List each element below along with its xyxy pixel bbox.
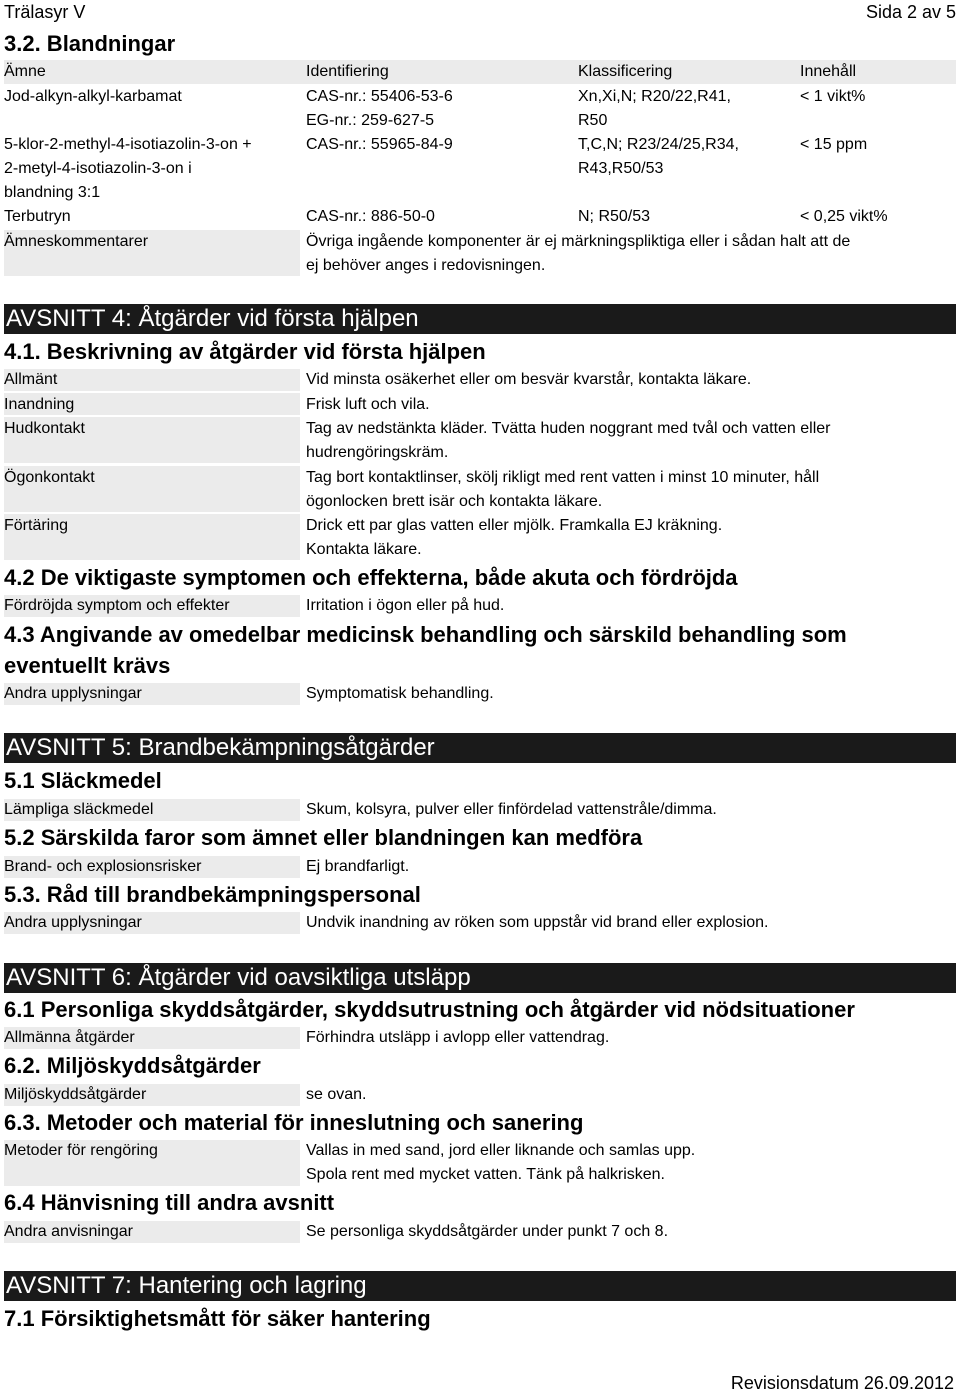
- table-cell-classification: N; R50/53: [578, 208, 651, 225]
- subsection-title-4-3: eventuellt krävs: [4, 653, 171, 678]
- first-aid-ingestion-value: Drick ett par glas vatten eller mjölk. Framkalla EJ kräkning.: [306, 517, 723, 534]
- delayed-symptoms-label: Fördröjda symptom och effekter: [4, 597, 230, 614]
- col-header-identification: Identifiering: [306, 63, 389, 80]
- first-aid-general-label: Allmänt: [4, 371, 58, 388]
- subsection-title-6-4: 6.4 Hänvisning till andra avsnitt: [4, 1190, 335, 1215]
- first-aid-eye-value: ögonlocken brett isär och kontakta läkare.: [306, 493, 603, 510]
- table-cell-substance: Jod-alkyn-alkyl-karbamat: [4, 88, 182, 105]
- substance-comments-value: ej behöver anges i redovisningen.: [306, 257, 546, 274]
- other-references-label: Andra anvisningar: [4, 1223, 133, 1240]
- environmental-precautions-label: Miljöskyddsåtgärder: [4, 1086, 147, 1103]
- table-cell-substance: 5-klor-2-methyl-4-isotiazolin-3-on +: [4, 136, 252, 153]
- table-cell-substance: Terbutryn: [4, 208, 71, 225]
- subsection-title-6-2: 6.2. Miljöskyddsåtgärder: [4, 1053, 261, 1078]
- section-5-header: AVSNITT 5: Brandbekämpningsåtgärder: [4, 733, 956, 763]
- table-cell-classification: R43,R50/53: [578, 160, 664, 177]
- section-4-header: AVSNITT 4: Åtgärder vid första hjälpen: [4, 304, 956, 334]
- col-header-classification: Klassificering: [578, 63, 673, 80]
- subsection-title-5-3: 5.3. Råd till brandbekämpningspersonal: [4, 882, 421, 907]
- table-cell-substance: blandning 3:1: [4, 184, 101, 201]
- first-aid-eye-value: Tag bort kontaktlinser, skölj rikligt med rent vatten i minst 10 minuter, håll: [306, 469, 820, 486]
- table-cell-content: < 0,25 vikt%: [800, 208, 888, 225]
- cleaning-methods-value: Spola rent med mycket vatten. Tänk på halkrisken.: [306, 1166, 665, 1183]
- table-cell-classification: T,C,N; R23/24/25,R34,: [578, 136, 739, 153]
- extinguishing-media-label: Lämpliga släckmedel: [4, 801, 154, 818]
- general-measures-label: Allmänna åtgärder: [4, 1029, 135, 1046]
- revision-date: Revisionsdatum 26.09.2012: [730, 1373, 954, 1393]
- environmental-precautions-value: se ovan.: [306, 1086, 367, 1103]
- firefighter-info-value: Undvik inandning av röken som uppstår vid brand eller explosion.: [306, 914, 769, 931]
- subsection-title-7-1: 7.1 Försiktighetsmått för säker hantering: [4, 1306, 431, 1331]
- other-references-value: Se personliga skyddsåtgärder under punkt 7 och 8.: [306, 1223, 669, 1240]
- first-aid-general-value: Vid minsta osäkerhet eller om besvär kvarstår, kontakta läkare.: [306, 371, 752, 388]
- page-number: Sida 2 av 5: [865, 2, 956, 22]
- subsection-title-6-1: 6.1 Personliga skyddsåtgärder, skyddsutrustning och åtgärder vid nödsituationer: [4, 997, 855, 1022]
- table-cell-classification: Xn,Xi,N; R20/22,R41,: [578, 88, 731, 105]
- first-aid-inhalation-value: Frisk luft och vila.: [306, 396, 430, 413]
- first-aid-skin-value: Tag av nedstänkta kläder. Tvätta huden noggrant med tvål och vatten eller: [306, 420, 831, 437]
- general-measures-value: Förhindra utsläpp i avlopp eller vattendrag.: [306, 1029, 610, 1046]
- table-cell-content: < 15 ppm: [800, 136, 868, 153]
- other-info-value: Symptomatisk behandling.: [306, 685, 494, 702]
- substance-comments-label: Ämneskommentarer: [4, 233, 149, 250]
- extinguishing-media-value: Skum, kolsyra, pulver eller finfördelad vattenstråle/dimma.: [306, 801, 717, 818]
- first-aid-skin-label: Hudkontakt: [4, 420, 85, 437]
- other-info-label: Andra upplysningar: [4, 685, 142, 702]
- table-cell-identification: EG-nr.: 259-627-5: [306, 112, 435, 129]
- section-6-header: AVSNITT 6: Åtgärder vid oavsiktliga utsläpp: [4, 963, 956, 993]
- table-cell-classification: R50: [578, 112, 608, 129]
- first-aid-eye-label: Ögonkontakt: [4, 469, 95, 486]
- table-cell-identification: CAS-nr.: 886-50-0: [306, 208, 435, 225]
- cleaning-methods-value: Vallas in med sand, jord eller liknande och samlas upp.: [306, 1142, 696, 1159]
- first-aid-ingestion-label: Förtäring: [4, 517, 69, 534]
- fire-risk-label: Brand- och explosionsrisker: [4, 858, 202, 875]
- subsection-title-6-3: 6.3. Metoder och material för inneslutning och sanering: [4, 1110, 584, 1135]
- subsection-title-4-2: 4.2 De viktigaste symptomen och effekterna, både akuta och fördröjda: [4, 565, 738, 590]
- table-cell-content: < 1 vikt%: [800, 88, 866, 105]
- col-header-substance: Ämne: [4, 63, 46, 80]
- firefighter-info-label: Andra upplysningar: [4, 914, 142, 931]
- subsection-title-4-3: 4.3 Angivande av omedelbar medicinsk behandling och särskild behandling som: [4, 622, 847, 647]
- first-aid-ingestion-value: Kontakta läkare.: [306, 541, 422, 558]
- fire-risk-value: Ej brandfarligt.: [306, 858, 410, 875]
- table-cell-identification: CAS-nr.: 55406-53-6: [306, 88, 453, 105]
- first-aid-skin-value: hudrengöringskräm.: [306, 444, 449, 461]
- subsection-title-5-2: 5.2 Särskilda faror som ämnet eller blandningen kan medföra: [4, 825, 643, 850]
- substance-comments-value: Övriga ingående komponenter är ej märkningspliktiga eller i sådan halt att de: [306, 233, 851, 250]
- section-7-header: AVSNITT 7: Hantering och lagring: [4, 1271, 956, 1301]
- first-aid-inhalation-label: Inandning: [4, 396, 75, 413]
- delayed-symptoms-value: Irritation i ögon eller på hud.: [306, 597, 505, 614]
- document-title: Trälasyr V: [4, 2, 86, 22]
- table-cell-substance: 2-metyl-4-isotiazolin-3-on i: [4, 160, 192, 177]
- table-cell-identification: CAS-nr.: 55965-84-9: [306, 136, 453, 153]
- subsection-title-4-1: 4.1. Beskrivning av åtgärder vid första hjälpen: [4, 339, 486, 364]
- subsection-title-3-2: 3.2. Blandningar: [4, 31, 176, 56]
- subsection-title-5-1: 5.1 Släckmedel: [4, 768, 162, 793]
- cleaning-methods-label: Metoder för rengöring: [4, 1142, 158, 1159]
- col-header-content: Innehåll: [800, 63, 857, 80]
